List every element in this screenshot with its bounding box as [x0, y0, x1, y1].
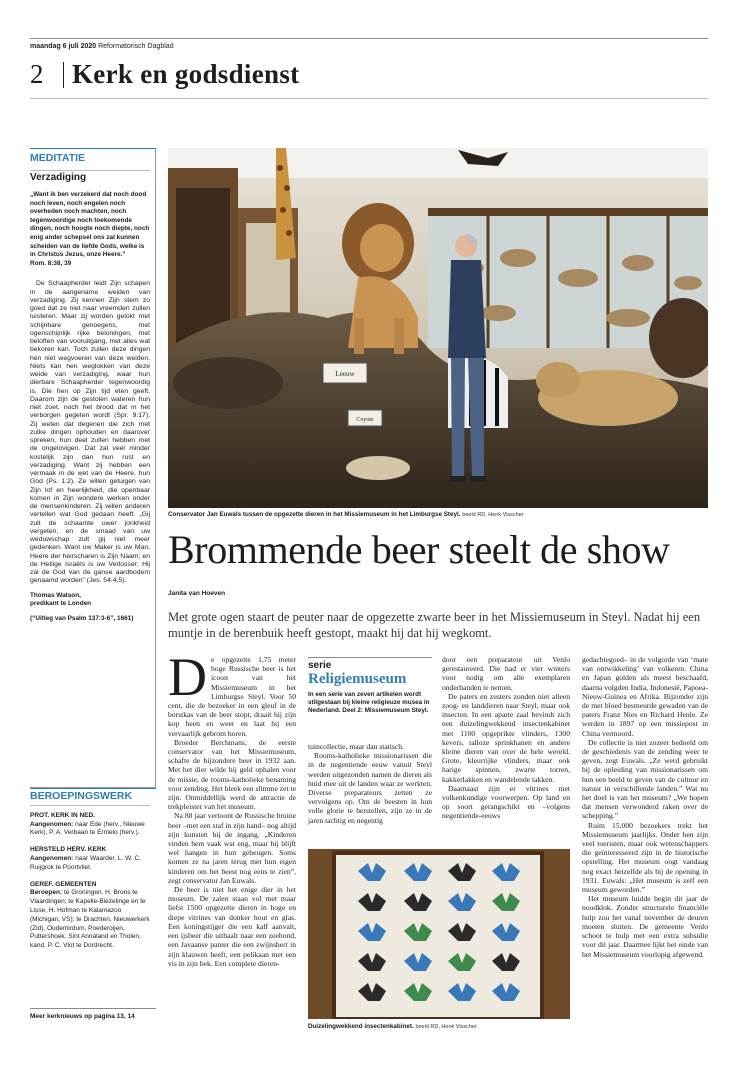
meditatie-sub-rule [30, 170, 150, 171]
serie-box [308, 660, 432, 716]
beroepingswerk-rule [30, 788, 156, 789]
meditatie-body-text: De Schaapherder leidt Zijn schapen in de aangename weiden van verzadiging. Zij kennen Zijn stem zo goed dat ze niet naar vreemden zullen luisteren. Maar zij worden gelokt met schijnbare genoegens, met ogenschijnlijk rijke beloningen, met beloften van vooruitgang, met alles wat bekoren kan. Toch zullen deze dingen hen niet wegvoeren van deze weiden. Niets kan hen weglokken van deze weide van verzadiging, waar hun dierbare Schaapherder tegenwoordig is. Die hen op Zijn tijd eten geeft. Daarom zijn de gestolen wateren hun niet zoet, noch het brood dat in het verborgen gegeten wordt (Spr. 9:17). Zij weten dat degenen die zich met zulke dingen ophouden en daarover spreken, hun deel zullen hebben met de ongelovigen. Dat zal veel minder kostelijk zijn dan hun rust en verzadiging. Want zij hebben een vermaak in de wet van de Heere, hun God (Ps. 1:2). Ze willen getuigen van Zijn lof en heerlijkheid, die openbaar komen in Zijn wondere werken onder de mensenkinderen. Zij willen anderen vertellen wat God gedaan heeft. „Gij zult de schaamte uwer jonkheid vergeten, en de smaad van uw weduwschap zult gij niet meer gedenken. Want uw Maker is uw Man, Heere der heirscharen is Zijn Naam; en de Heilige Israëls is uw Verlosser; Hij zal de God van de ganse aardbodem genaamd worden” (Jes. 54:4,5). [30, 280, 150, 585]
article-paragraph: Het museum luidde begin dit jaar de noodklok. Zonder structurele financiële hulp zou het vanaf november de deuren moeten sluiten. De gemeente Venlo schoot te hulp met een extra subsidie voor dit jaar. Daarmee lijkt het einde van het Missiemuseum voorlopig afgewend. [582, 894, 708, 959]
insect-caption-text: Duizelingwekkend insectenkabinet. [308, 1023, 414, 1030]
article-paragraph: door een preparateur uit Venlo gerestaureerd. Die had er vier winters voor nodig om alle exemplaren onderhanden te nemen. [442, 655, 570, 692]
beroepingswerk-sub-rule [30, 805, 150, 806]
page-number: 2 [30, 59, 44, 89]
ber-text: naar Ede (herv., Nieuwe Kerk), P. A. Verbaan te Ermelo (herv.). [30, 820, 145, 837]
serie-label: serie [308, 660, 332, 671]
masthead-date: maandag 6 juli 2020 [30, 43, 97, 50]
article-lead: Met grote ogen staart de peuter naar de opgezette zwarte beer in het Missiemuseum in Steyl. Nadat hij een muntje in de berenbuik heeft gestopt, maakt hij dat hij wegkomt. [168, 610, 701, 640]
meditatie-body [30, 280, 150, 585]
article-paragraph: Broeder Berchmans, de eerste conservator van het Missiemuseum, schafte de bijzondere beer in 1932 aan. Met het dier wilde hij geld ophalen voor de missie, de rooms-katholieke benaming voor zending. Het bleek een slimme zet te zijn. Onmiddellijk werd de attractie de trekpleister van het museum. [168, 737, 296, 812]
insect-cabinet-illustration [308, 849, 570, 1019]
meditatie-title: Verzadiging [30, 172, 87, 183]
article-paragraph: gedachtegoed– in de volgorde van ‘mate van ontwikkeling’ van volkeren. China en Japan golden als meest beschaafd, daarna volgden India, Indonesië, Papoea-Nieuw-Guinea en Afrika. Bijzonder zijn de met bloed besmeurde gewaden van de paters Franz Nies en Richard Henle. Ze werden in 1897 op een missiepost in China vermoord. [582, 655, 708, 738]
article-paragraph: tuincollectie, maar dan statisch. [308, 742, 404, 751]
ber-church: GEREF. GEMEENTEN [30, 880, 97, 888]
meditatie-author-role: predikant te Londen [30, 600, 92, 608]
masthead [30, 43, 174, 50]
article-col-1 [168, 647, 296, 968]
meditatie-source: (“Uitleg van Psalm 137:3-6”, 1661) [30, 614, 134, 622]
ber-label: Beroepen: [30, 889, 63, 897]
ber-label: Aangenomen: [30, 854, 74, 862]
serie-description: In een serie van zeven artikelen wordt stilgestaan bij kleine religieuze musea in Nederland. Deel 2: Missiemuseum Steyl. [308, 691, 430, 715]
ber-label: Aangenomen: [30, 820, 74, 828]
beroepingswerk-kicker: BEROEPINGSWERK [30, 790, 133, 802]
article-col-2 [308, 742, 432, 825]
insect-caption-credit: beeld RD, Henk Visscher [415, 1024, 477, 1030]
beroepingswerk [30, 792, 150, 951]
museum-photo-caption [168, 511, 708, 518]
museum-photo [168, 148, 708, 508]
article-paragraph: De collectie is niet zozeer bedoeld om de geschiedenis van de zending weer te geven, zegt Euwals. „Ze werd gebruikt bij de opleiding van missionarissen om hun een beeld te geven van de cultuur en natuur in verschillende landen.” Wat nu het doel is van het museum? „We hopen dat mensen verwonderd raken over de schepping.” [582, 737, 708, 821]
ber-group-2 [30, 846, 150, 872]
article-paragraph: Na 88 jaar vertoont de Russische bruine beer –met een staf in zijn hand– nog altijd zijn kunsten bij de ingang. „Kinderen vinden hem vaak wat eng, maar hij blijft wel hangen in hun geheugen. Soms komen ze na jaren terug met hun eigen kinderen om het beest nog eens te zien”, zegt conservator Jan Euwals. [168, 811, 296, 885]
meditatie [30, 152, 150, 623]
insect-photo-caption [308, 1023, 570, 1030]
more-news-link[interactable]: Meer kerknieuws op pagina 13, 14 [30, 1013, 135, 1020]
caption-text: Conservator Jan Euwals tussen de opgezette dieren in het Missiemuseum in het Limburgse Steyl. [168, 511, 461, 518]
insect-cabinet-photo [308, 849, 570, 1019]
meditatie-kicker: MEDITATIE [30, 152, 86, 164]
article-headline: Brommende beer steelt de show [168, 527, 670, 572]
ber-text: naar Waarder, L. W. C. Ruijgrok te Poortvliet. [30, 854, 142, 871]
ber-church: PROT. KERK IN NED. [30, 811, 96, 819]
top-rule [30, 38, 708, 39]
article-paragraph: e opgezette 1,75 meter hoge Russische beer is het icoon van het Missiemuseum in het Limburgse Steyl. Voor 50 cent, die de bezoeker in een gleuf in de borstkas van de beer stopt, draait hij zijn kop heen en weer en laat hij een vervaarlijk gebrom horen. [168, 655, 296, 738]
sign-coyote: Coyote [356, 417, 374, 423]
article-col-4 [582, 655, 708, 959]
sign-lion: Leeuw [335, 370, 355, 378]
ber-group-1 [30, 812, 150, 838]
meditatie-rule [30, 148, 156, 149]
ber-text: te Groningen, H. Brons te Vlaardingen; te Kapelle-Biezelinge en te Lisse, H. Hofman te Kalamazoo (Michigan, VS); te Drachten, Nieuwerkerk (Zld), Oudemirdum, Poederoijen, Puttershoek, Sint Annaland en Tholen, kand. P. C. Vlot te Dordrecht. [30, 889, 150, 950]
masthead-paper: Reformatorisch Dagblad [98, 43, 174, 50]
article-byline: Janita van Hoeven [168, 590, 226, 597]
meditatie-verse-ref: Rom. 8:38, 39 [30, 259, 72, 267]
caption-credit: beeld RD, Henk Visscher [462, 512, 524, 518]
serie-title: Religiemuseum [308, 671, 407, 687]
article-paragraph: Ruim 15.000 bezoekers trekt het Missiemuseum jaarlijks. Onder hen zijn veel toeristen, maar ook wetenschappers die geïnteresseerd zijn in de historische opstelling. Het museum oogt vandaag nog exact hetzelfde als bij de opening in 1931. Euwals: „Het museum is zelf een museum geworden.” [582, 820, 708, 895]
header-rule [30, 98, 708, 99]
article-col-3 [442, 655, 570, 821]
museum-photo-illustration [168, 148, 708, 508]
section-title: Kerk en godsdienst [72, 59, 300, 89]
article-paragraph: Daarnaast zijn er vitrines met volkenkundige voorwerpen. Op land en op soort gerangschikt en –volgens negentiende-eeuws [442, 783, 570, 821]
meditatie-verse: „Want ik ben verzekerd dat noch dood noch leven, noch engelen noch overheden noch machten, noch tegenwoordige noch toekomende dingen, noch hoogte noch diepte, noch enig ander schepsel ons zal kunnen scheiden van de liefde Gods, welke is in Christus Jezus, onze Heere.” [30, 191, 150, 259]
more-news-rule [30, 1008, 156, 1009]
serie-rule [308, 657, 432, 658]
article-paragraph: De paters en zusters zonden niet alleen zoog- en landdieren naar Steyl, maar ook insecten. In een aparte zaal bevindt zich een duizelingwekkend insectenkabinet met 1100 opgeprikte vlinders, 1300 kevers, talloze sprinkhanen en andere kleine dieren van over de hele wereld. Grote, kleurrijke vlinders, maar ook harige spinnen, zwarte torren, kakkerlakken en wandelende takken. [442, 691, 570, 784]
meditatie-author: Thomas Watson, [30, 591, 81, 599]
ber-group-3 [30, 881, 150, 951]
article-paragraph: Rooms-katholieke missionarissen die in de negentiende eeuw vanuit Steyl werden uitgezonden namen de dieren als huid mee uit de landen waar ze werkten. Diverse preparateurs zetten ze vervolgens op. Om de beesten in hun volle glorie te herstellen, zijn ze in de jaren tachtig en negentig [308, 751, 432, 825]
section-divider [63, 62, 64, 88]
article-paragraph: De beer is niet het enige dier in het museum. De zalen staan vol met maar liefst 1500 opgezette dieren in hoge en diepe vitrines van donker hout en glas. Een koningstijger die een kalf aanvalt, een ijsbeer die uithaalt naar een zeehond, een Javaanse panter die een zwijnshert in zijn klauwen heeft, een pelikaan met een vis in zijn bek. Een complete dieren- [168, 885, 296, 968]
article-dropcap: D [168, 647, 207, 707]
ber-church: HERSTELD HERV. KERK [30, 846, 107, 854]
